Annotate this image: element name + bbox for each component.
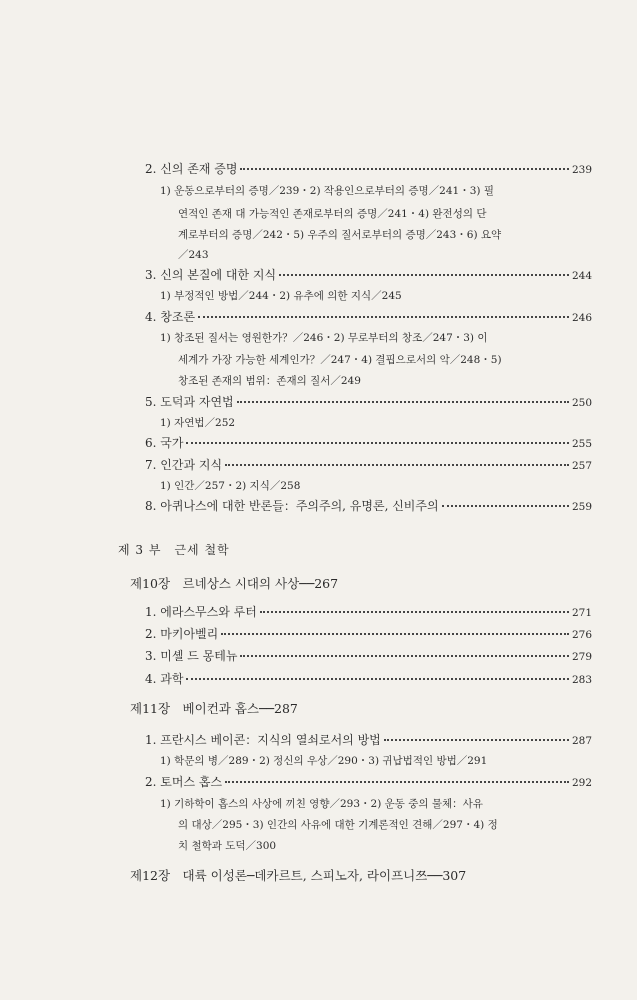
leader-dots bbox=[225, 781, 569, 783]
entry-page: 283 bbox=[571, 674, 592, 686]
toc-entry bbox=[145, 266, 592, 283]
entry-page: 257 bbox=[571, 460, 592, 472]
leader-dots bbox=[260, 611, 569, 613]
chapter-heading: 제12장 대륙 이성론─데카르트, 스피노자, 라이프니쯔──307 bbox=[130, 868, 467, 883]
entry-title: 4. 창조론 bbox=[145, 310, 196, 324]
entry-sub: ／243 bbox=[178, 249, 209, 261]
leader-dots bbox=[221, 633, 569, 635]
toc-entry bbox=[145, 625, 592, 642]
entry-page: 292 bbox=[571, 777, 592, 789]
entry-title: 2. 토머스 홉스 bbox=[145, 775, 223, 789]
chapter-heading: 제10장 르네상스 시대의 사상──267 bbox=[130, 576, 339, 591]
entry-sub: 1) 부정적인 방법／244・2) 유추에 의한 지식／245 bbox=[160, 290, 402, 302]
leader-dots bbox=[279, 274, 569, 276]
toc-entry bbox=[145, 456, 592, 473]
entry-page: 239 bbox=[571, 164, 592, 176]
chapter-heading: 제11장 베이컨과 홉스──287 bbox=[130, 701, 298, 716]
entry-title: 2. 마키아벨리 bbox=[145, 627, 219, 641]
entry-page: 244 bbox=[571, 270, 592, 282]
leader-dots bbox=[186, 678, 569, 680]
entry-title: 4. 과학 bbox=[145, 672, 184, 686]
toc-entry bbox=[145, 160, 592, 177]
entry-sub: 1) 학문의 병／289・2) 정신의 우상／290・3) 귀납법적인 방법／291 bbox=[160, 755, 488, 767]
entry-page: 276 bbox=[571, 629, 592, 641]
toc-entry bbox=[145, 393, 592, 410]
entry-page: 250 bbox=[571, 397, 592, 409]
entry-title: 8. 아퀴나스에 대한 반론들：주의주의, 유명론, 신비주의 bbox=[145, 499, 439, 513]
leader-dots bbox=[442, 505, 569, 507]
toc-entry bbox=[145, 670, 592, 687]
leader-dots bbox=[186, 442, 569, 444]
entry-page: 246 bbox=[571, 312, 592, 324]
entry-sub: 치 철학과 도덕／300 bbox=[178, 840, 277, 852]
entry-page: 259 bbox=[571, 501, 592, 513]
toc-entry bbox=[145, 603, 592, 620]
toc-entry bbox=[145, 731, 592, 748]
toc-entry bbox=[145, 773, 592, 790]
entry-page: 279 bbox=[571, 651, 592, 663]
entry-page: 255 bbox=[571, 438, 592, 450]
toc-entry bbox=[145, 647, 592, 664]
entry-sub: 1) 자연법／252 bbox=[160, 417, 236, 429]
entry-sub: 세계가 가장 가능한 세계인가？／247・4) 결핍으로서의 악／248・5) bbox=[178, 354, 502, 366]
toc-entry bbox=[145, 434, 592, 451]
entry-title: 1. 에라스무스와 루터 bbox=[145, 605, 257, 619]
entry-page: 287 bbox=[571, 735, 592, 747]
entry-title: 1. 프란시스 베이콘：지식의 열쇠로서의 방법 bbox=[145, 733, 381, 747]
leader-dots bbox=[240, 655, 569, 657]
entry-sub: 1) 창조된 질서는 영원한가？／246・2) 무로부터의 창조／247・3) 이 bbox=[160, 332, 488, 344]
entry-sub: 의 대상／295・3) 인간의 사유에 대한 기계론적인 견해／297・4) 정 bbox=[178, 819, 498, 831]
entry-title: 5. 도덕과 자연법 bbox=[145, 395, 234, 409]
entry-sub: 계로부터의 증명／242・5) 우주의 질서로부터의 증명／243・6) 요약 bbox=[178, 229, 502, 241]
entry-sub: 1) 인간／257・2) 지식／258 bbox=[160, 480, 301, 492]
entry-title: 3. 미셸 드 몽테뉴 bbox=[145, 649, 238, 663]
entry-sub: 1) 운동으로부터의 증명／239・2) 작용인으로부터의 증명／241・3) 필 bbox=[160, 185, 494, 197]
entry-title: 2. 신의 존재 증명 bbox=[145, 162, 238, 176]
entry-title: 3. 신의 본질에 대한 지식 bbox=[145, 268, 277, 282]
leader-dots bbox=[240, 168, 569, 170]
entry-sub: 창조된 존재의 범위：존재의 질서／249 bbox=[178, 375, 361, 387]
entry-title: 6. 국가 bbox=[145, 436, 184, 450]
leader-dots bbox=[198, 316, 569, 318]
part-heading: 제 3 부 근세 철학 bbox=[118, 543, 230, 557]
leader-dots bbox=[384, 739, 569, 741]
leader-dots bbox=[237, 401, 569, 403]
entry-page: 271 bbox=[571, 607, 592, 619]
toc-entry bbox=[145, 497, 592, 514]
entry-sub: 1) 기하학이 홉스의 사상에 끼친 영향／293・2) 운동 중의 물체：사유 bbox=[160, 798, 483, 810]
leader-dots bbox=[225, 464, 569, 466]
entry-title: 7. 인간과 지식 bbox=[145, 458, 223, 472]
entry-sub: 연적인 존재 대 가능적인 존재로부터의 증명／241・4) 완전성의 단 bbox=[178, 208, 487, 220]
toc-entry bbox=[145, 308, 592, 325]
